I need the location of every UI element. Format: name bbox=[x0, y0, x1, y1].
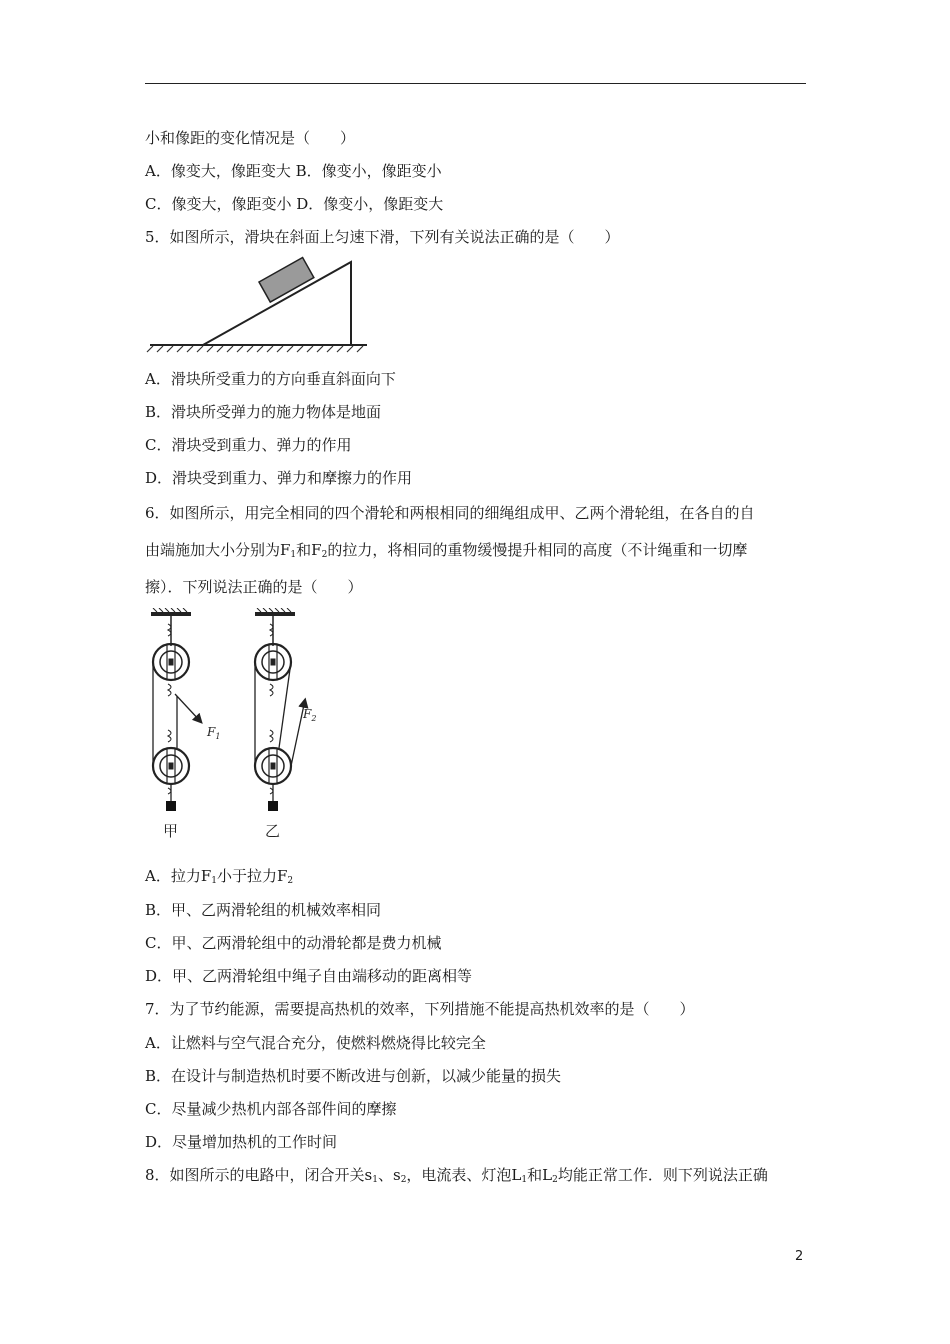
q6-option-d: D．甲、乙两滑轮组中绳子自由端移动的距离相等 bbox=[145, 967, 473, 985]
q6-option-c: C．甲、乙两滑轮组中的动滑轮都是费力机械 bbox=[145, 934, 442, 952]
q5-option-b: B．滑块所受弹力的施力物体是地面 bbox=[145, 403, 382, 421]
page-number: 2 bbox=[795, 1249, 804, 1264]
label-jia: 甲 bbox=[163, 822, 179, 840]
q7-option-a: A．让燃料与空气混合充分，使燃料燃烧得比较完全 bbox=[145, 1034, 486, 1052]
pulley-system-left bbox=[151, 608, 220, 840]
q6-stem-line1: 6．如图所示，用完全相同的四个滑轮和两根相同的细绳组成甲、乙两个滑轮组，在各自的自 bbox=[145, 504, 755, 522]
slider-block bbox=[259, 258, 314, 303]
q7-option-c: C．尽量减少热机内部各部件间的摩擦 bbox=[145, 1100, 397, 1118]
q6-stem-line3: 擦）．下列说法正确的是（ ） bbox=[145, 578, 363, 596]
q5-option-c: C．滑块受到重力、弹力的作用 bbox=[145, 436, 352, 454]
label-yi: 乙 bbox=[265, 822, 281, 840]
q7-stem: 7．为了节约能源，需要提高热机的效率，下列措施不能提高热机效率的是（ ） bbox=[145, 1000, 695, 1018]
header-rule bbox=[145, 83, 806, 84]
q4-options-cd: C．像变大，像距变小 D．像变小，像距变大 bbox=[145, 195, 444, 213]
q8-stem: 8．如图所示的电路中，闭合开关$s_1$、$s_2$，电流表、灯泡$L_1$和$L_2$均能正常工作．则下列说法正确 bbox=[145, 1166, 768, 1185]
force-arrow-f1 bbox=[175, 694, 201, 722]
q5-stem: 5．如图所示，滑块在斜面上匀速下滑，下列有关说法正确的是（ ） bbox=[145, 228, 620, 246]
q4-options-ab: A．像变大，像距变大 B．像变小，像距变小 bbox=[145, 162, 442, 180]
weight-right bbox=[268, 801, 278, 811]
q5-option-a: A．滑块所受重力的方向垂直斜面向下 bbox=[145, 370, 396, 388]
ground-hatching bbox=[147, 346, 363, 352]
q6-option-a: A．拉力$F_1$小于拉力$F_2$ bbox=[145, 867, 294, 886]
q7-option-b: B．在设计与制造热机时要不断改进与创新，以减少能量的损失 bbox=[145, 1067, 562, 1085]
pulley-systems-figure bbox=[145, 608, 325, 848]
force-label-f2: $F_2$ bbox=[303, 707, 317, 723]
q6-option-b: B．甲、乙两滑轮组的机械效率相同 bbox=[145, 901, 382, 919]
q6-stem-line2: 由端施加大小分别为$F_1$和$F_2$的拉力，将相同的重物缓慢提升相同的高度（不计绳重和一切摩 bbox=[145, 541, 748, 560]
q4-stem-tail: 小和像距的变化情况是（ ） bbox=[145, 129, 356, 147]
force-label-f1: $F_1$ bbox=[207, 725, 221, 741]
weight-left bbox=[166, 801, 176, 811]
pulley-system-right bbox=[255, 608, 316, 840]
q7-option-d: D．尽量增加热机的工作时间 bbox=[145, 1133, 338, 1151]
q5-option-d: D．滑块受到重力、弹力和摩擦力的作用 bbox=[145, 469, 413, 487]
ceiling-left bbox=[151, 612, 191, 616]
ceiling-right bbox=[255, 612, 295, 616]
incline-slider-figure bbox=[145, 255, 375, 355]
